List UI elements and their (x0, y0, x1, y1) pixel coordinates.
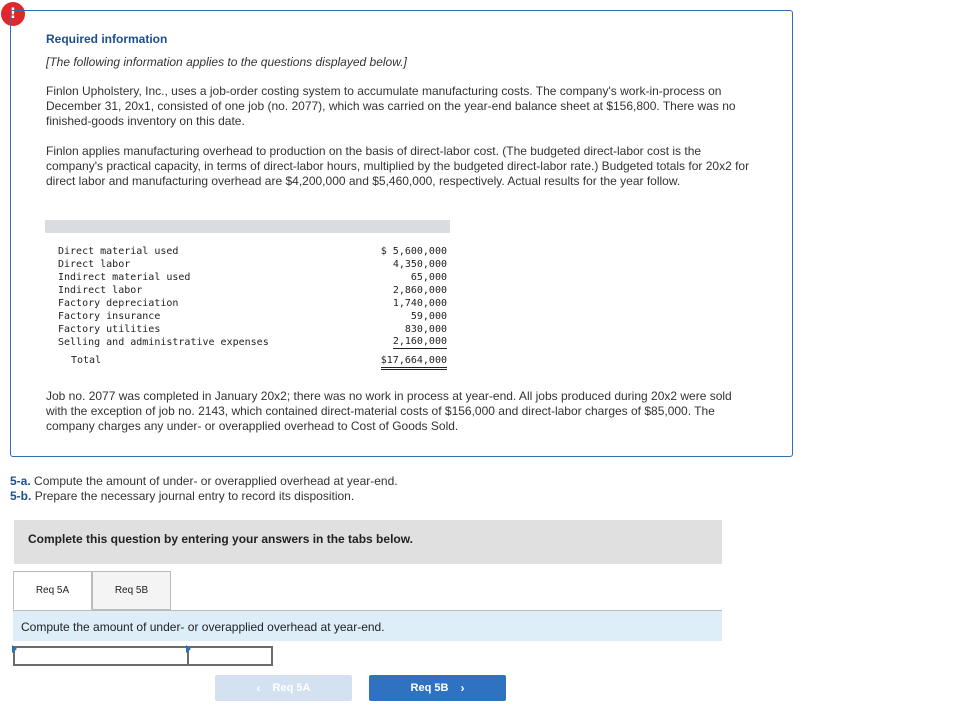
table-row (45, 310, 450, 323)
table-row (45, 323, 450, 336)
next-req-button[interactable] (369, 675, 506, 701)
input-marker-icon (186, 645, 191, 653)
total-amount: $17,664,000 (381, 354, 447, 370)
row-amount: 2,860,000 (392, 285, 447, 296)
row-label: Factory utilities (58, 324, 161, 335)
question-text: Compute the amount of under- or overapplied overhead at year-end. (34, 474, 398, 488)
row-label: Direct labor (58, 259, 131, 270)
row-amount: 4,350,000 (392, 259, 447, 270)
row-label: Indirect labor (58, 285, 143, 296)
panel-instruction: Compute the amount of under- or overapplied overhead at year-end. (21, 620, 385, 634)
info-paragraph-3: Job no. 2077 was completed in January 20x2; there was no work in process at year-end. All jobs produced during 20x2 were sold with the exception of job no. 2143, which contained direct-material costs of $156,000 and direct-labor charges of $85,000. The company charges any under- or overapplied overhead to Cost of Goods Sold. (46, 389, 732, 433)
total-label: Total (71, 355, 102, 366)
info-title: Required information (46, 32, 168, 46)
tab-req-5a[interactable]: Req 5A (13, 571, 92, 610)
chevron-left-icon: ‹ (256, 681, 261, 695)
info-paragraph-2: Finlon applies manufacturing overhead to production on the basis of direct-labor cost. (The budgeted direct-labor cost is the company's practical capacity, in terms of direct-labor hours, multiplied by the budgeted direct-labor rate.) Budgeted totals for 20x2 for direct labor and manufacturing overhead are $4,200,000 and $5,460,000, respectively. Actual results for the year follow. (46, 144, 750, 188)
question-number: 5-b. (10, 489, 32, 503)
row-amount: $ 5,600,000 (380, 246, 447, 257)
question-5a (10, 474, 398, 488)
actual-results-table (45, 220, 450, 369)
row-amount: 59,000 (410, 311, 447, 322)
answer-label-input[interactable] (13, 646, 189, 666)
tab-panel-req-5a (13, 610, 722, 641)
question-text: Prepare the necessary journal entry to record its disposition. (34, 489, 355, 503)
row-label: Indirect material used (58, 272, 191, 283)
table-row (45, 271, 450, 284)
prev-req-button[interactable] (215, 675, 352, 701)
question-5b (10, 489, 354, 503)
row-amount: 830,000 (404, 324, 447, 335)
table-row (45, 297, 450, 310)
table-header (45, 220, 450, 233)
input-marker-icon (12, 645, 17, 653)
complete-instruction-text: Complete this question by entering your answers in the tabs below. (28, 532, 413, 546)
row-amount: 1,740,000 (392, 298, 447, 309)
row-amount: 2,160,000 (392, 336, 447, 347)
question-number: 5-a. (10, 474, 31, 488)
prev-req-label: Req 5A (272, 682, 311, 694)
table-row (45, 258, 450, 271)
row-label: Factory depreciation (58, 298, 179, 309)
table-row (45, 245, 450, 258)
answer-amount-input[interactable] (187, 646, 273, 666)
next-req-label: Req 5B (410, 682, 449, 694)
row-amount: 65,000 (410, 272, 447, 283)
exclamation-icon: ! (1, 2, 25, 26)
row-label: Selling and administrative expenses (58, 337, 269, 348)
info-paragraph-1: Finlon Upholstery, Inc., uses a job-order costing system to accumulate manufacturing costs. The company's work-in-process on December 31, 20x1, consisted of one job (no. 2077), which was carried on the year-end balance sheet at $156,800. There was no finished-goods inventory on this date. (46, 84, 736, 128)
row-label: Direct material used (58, 246, 179, 257)
tab-req-5b[interactable]: Req 5B (92, 571, 171, 610)
table-total-row (45, 353, 450, 369)
chevron-right-icon: › (460, 681, 465, 695)
complete-instruction-bar (14, 520, 722, 564)
table-row (45, 336, 450, 349)
row-label: Factory insurance (58, 311, 161, 322)
info-subtitle: [The following information applies to the questions displayed below.] (46, 55, 407, 69)
table-row (45, 284, 450, 297)
